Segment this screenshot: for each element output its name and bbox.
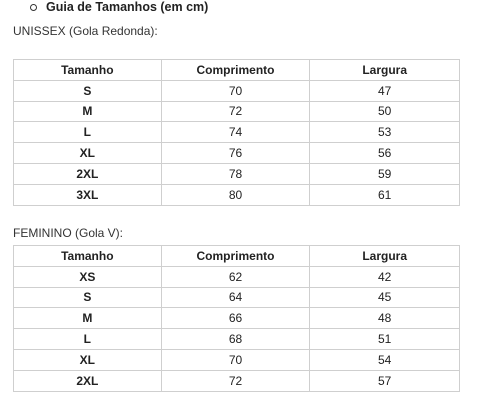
width-cell: 50: [310, 101, 460, 122]
table-row: [14, 101, 460, 122]
size-cell: 2XL: [14, 370, 162, 391]
table-row: [14, 163, 460, 184]
length-cell: 66: [161, 308, 310, 329]
table-row: [14, 143, 460, 164]
size-cell: XS: [14, 266, 162, 287]
size-cell: S: [14, 80, 162, 101]
size-cell: S: [14, 287, 162, 308]
hollow-bullet-icon: [30, 4, 37, 11]
column-header-comprimento: Comprimento: [161, 246, 310, 267]
column-header-comprimento: Comprimento: [161, 60, 310, 81]
size-cell: L: [14, 329, 162, 350]
table-row: [14, 266, 460, 287]
width-cell: 42: [310, 266, 460, 287]
length-cell: 64: [161, 287, 310, 308]
width-cell: 61: [310, 184, 460, 205]
length-cell: 62: [161, 266, 310, 287]
width-cell: 51: [310, 329, 460, 350]
length-cell: 70: [161, 349, 310, 370]
width-cell: 56: [310, 143, 460, 164]
length-cell: 70: [161, 80, 310, 101]
size-cell: XL: [14, 143, 162, 164]
column-header-tamanho: Tamanho: [14, 60, 162, 81]
table-header-row: [14, 60, 460, 81]
table-row: [14, 80, 460, 101]
table-header-row: [14, 246, 460, 267]
size-cell: M: [14, 101, 162, 122]
width-cell: 59: [310, 163, 460, 184]
length-cell: 74: [161, 122, 310, 143]
size-cell: M: [14, 308, 162, 329]
table-row: [14, 184, 460, 205]
column-header-largura: Largura: [310, 246, 460, 267]
length-cell: 72: [161, 101, 310, 122]
feminino-size-table: [13, 245, 460, 392]
width-cell: 57: [310, 370, 460, 391]
length-cell: 68: [161, 329, 310, 350]
size-cell: 2XL: [14, 163, 162, 184]
column-header-largura: Largura: [310, 60, 460, 81]
size-cell: L: [14, 122, 162, 143]
length-cell: 76: [161, 143, 310, 164]
unissex-size-table: [13, 59, 460, 206]
table-row: [14, 329, 460, 350]
table-row: [14, 122, 460, 143]
size-cell: XL: [14, 349, 162, 370]
size-cell: 3XL: [14, 184, 162, 205]
width-cell: 48: [310, 308, 460, 329]
length-cell: 78: [161, 163, 310, 184]
size-guide-title: Guia de Tamanhos (em cm): [46, 0, 209, 14]
length-cell: 80: [161, 184, 310, 205]
width-cell: 53: [310, 122, 460, 143]
width-cell: 45: [310, 287, 460, 308]
size-guide-heading: [30, 0, 208, 16]
width-cell: 54: [310, 349, 460, 370]
table-row: [14, 349, 460, 370]
feminino-label: FEMININO (Gola V):: [13, 226, 124, 240]
length-cell: 72: [161, 370, 310, 391]
table-row: [14, 370, 460, 391]
width-cell: 47: [310, 80, 460, 101]
column-header-tamanho: Tamanho: [14, 246, 162, 267]
unissex-label: UNISSEX (Gola Redonda):: [13, 24, 158, 38]
table-row: [14, 287, 460, 308]
table-row: [14, 308, 460, 329]
